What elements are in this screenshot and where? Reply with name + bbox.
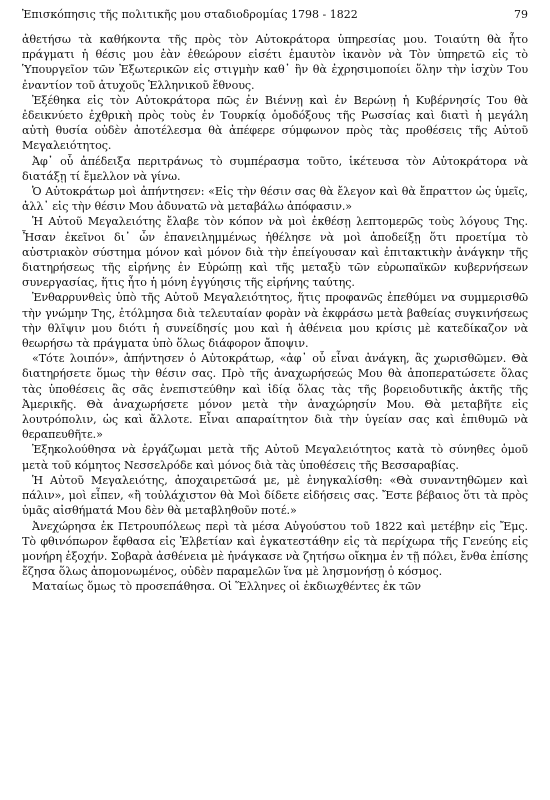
paragraph: Ἀφ᾽ οὗ ἀπέδειξα περιτράνως τὸ συμπέρασμα τοῦτο, ἱκέτευσα τὸν Αὐτοκράτορα νὰ διατάξῃ τί ἔμελλον νὰ γίνω. [22,154,528,183]
paragraph: Ἡ Αὐτοῦ Μεγαλειότης ἔλαβε τὸν κόπον νὰ μοὶ ἐκθέσῃ λεπτομερῶς τοὺς λόγους Της. Ἦσαν ἐκεῖνοι δι᾽ ὧν ἐπανειλημμένως ἠθέλησε νὰ μοὶ ἀποδείξῃ ὅτι προετίμα τὸ αὐστριακὸν σύστημα μόνον καὶ μόνον διὰ τὴν ἐπείγουσαν καὶ ἐπιτακτικὴν ἀνάγκην τῆς διατηρήσεως τῆς εἰρήνης ἐν Εὐρώπῃ καὶ τῆς μεταξὺ τῶν εὐρωπαϊκῶν κυβερνήσεων συνεργασίας, ἥτις ἦτο ἡ μόνη ἐγγύησις τῆς εἰρήνης ταύτης. [22,215,528,290]
page-number: 79 [514,8,528,21]
paragraph: Ἀνεχώρησα ἐκ Πετρουπόλεως περὶ τὰ μέσα Αὐγούστου τοῦ 1822 καὶ μετέβην εἰς Ἔμς. Τὸ φθινόπωρον ἔφθασα εἰς Ἑλβετίαν καὶ ἐγκατεστάθην εἰς τὰ περίχωρα τῆς Γενεύης εἰς μονήρη ἐξοχήν. Σοβαρὰ ἀσθένεια μὲ ἠνάγκασε νὰ ζητήσω οἴκημα ἐν τῇ πόλει, ἔνθα ἐπίσης ἔζησα ὅλως ἀπομονωμένος, οὐδὲν παραμελῶν ἵνα μὲ λησμονήσῃ ὁ κόσμος. [22,519,528,579]
paragraph: Ἐξηκολούθησα νὰ ἐργάζωμαι μετὰ τῆς Αὐτοῦ Μεγαλειότητος κατὰ τὸ σύνηθες ὁμοῦ μετὰ τοῦ κόμητος Νεσσελρόδε καὶ μόνος διὰ τὰς ὑποθέσεις τῆς Βεσσαραβίας. [22,443,528,472]
paragraph: Ἐξέθηκα εἰς τὸν Αὐτοκράτορα πῶς ἐν Βιέννῃ καὶ ἐν Βερώνῃ ἡ Κυβέρνησίς Του θὰ ἐδεικνύετο ἐχθρικὴ πρὸς τοὺς ἐν Τουρκίᾳ ὁμοδόξους τῆς Ρωσσίας καὶ διατὶ ἡ μεγάλη αὐτὴ θυσία οὐδὲν ἀποτέλεσμα θὰ ἀπέφερε σύμφωνον πρὸς τὰς προθέσεις τῆς Αὐτοῦ Μεγαλειότητος. [22,93,528,153]
paragraph: «Τότε λοιπόν», ἀπήντησεν ὁ Αὐτοκράτωρ, «ἀφ᾽ οὗ εἶναι ἀνάγκη, ἂς χωρισθῶμεν. Θὰ διατηρήσετε ὅμως τὴν θέσιν σας. Πρὸ τῆς ἀναχωρήσεώς Μου θὰ ἀποπερατώσετε ὅλας τὰς ὑποθέσεις ἃς σᾶς ἐνεπιστεύθην καὶ ἰδίᾳ ὅλας τὰς τῆς βορειοδυτικῆς ἀκτῆς τῆς Ἀμερικῆς. Θὰ ἀναχωρήσετε μόνον μετὰ τὴν ἀναχώρησίν Μου. Θὰ μεταβῆτε εἰς λουτρόπολιν, ὡς καὶ ἄλλοτε. Εἶναι απαραίτητον διὰ τὴν ὑγείαν σας καὶ ἐπιθυμῶ νὰ θεραπευθῆτε.» [22,352,528,442]
paragraph: Ὁ Αὐτοκράτωρ μοὶ ἀπήντησεν: «Εἰς τὴν θέσιν σας θὰ ἔλεγον καὶ θὰ ἔπραττον ὡς ὑμεῖς, ἀλλ᾽ εἰς τὴν θέσιν Μου ἀδυνατῶ νὰ μεταβάλω ἀπόφασιν.» [22,185,528,214]
paragraph: Ἐνθαρρυνθεὶς ὑπὸ τῆς Αὐτοῦ Μεγαλειότητος, ἥτις προφανῶς ἐπεθύμει να συμμερισθῶ τὴν γνώμην Της, ἐτόλμησα διὰ τελευταίαν φορὰν νὰ ἐκφράσω μετὰ βαθείας συγκινήσεως τὴν θλῖψιν μου διότι ἡ συνείδησίς μου καὶ ἡ ἀθένεια μου κρίσις μὲ κατεδίκαζον νὰ θεωρήσω τὰ πράγματα ὑπὸ ὅλως διάφορον ἄποψιν. [22,291,528,351]
paragraph: Ματαίως ὅμως τὸ προσεπάθησα. Οἱ Ἕλληνες οἱ ἐκδιωχθέντες ἐκ τῶν [32,580,421,594]
paragraph-continued: ἀθετήσω τὰ καθήκοντα τῆς πρὸς τὸν Αὐτοκράτορα ὑπηρεσίας μου. Τοιαύτη θὰ ἦτο πράγματι ἡ θέσις μου ἐὰν ἐθεώρουν εἰσέτι ἑμαυτὸν ἱκανὸν νὰ Τὸν ὑπηρετῶ εἰς τὸ Ὑπουργεῖον τῶν Ἐξωτερικῶν εἰς στιγμὴν καθ᾽ ἣν θὰ ἐχρησιμοποίει ὅλην τὴν ἰσχὺν Του ἐναντίον τοῦ ἀτυχοῦς Ἑλληνικοῦ ἔθνους. [22,33,528,92]
running-title: Ἐπισκόπησις τῆς πολιτικῆς μου σταδιοδρομίας 1798 - 1822 [22,8,358,21]
running-header [22,8,528,22]
body-text [22,32,528,595]
paragraph: Ἡ Αὐτοῦ Μεγαλειότης, ἀποχαιρετῶσά με, μὲ ἐνηγκαλίσθη: «Θὰ συναντηθῶμεν καὶ πάλιν», μοὶ εἶπεν, «ἢ τοὐλάχιστον θὰ Μοὶ δίδετε εἰδήσεις σας. Ἔστε βέβαιος ὅτι τὰ πρὸς ὑμᾶς αἰσθήματά Μου δὲν θὰ μεταβληθοῦν ποτέ.» [22,473,528,518]
